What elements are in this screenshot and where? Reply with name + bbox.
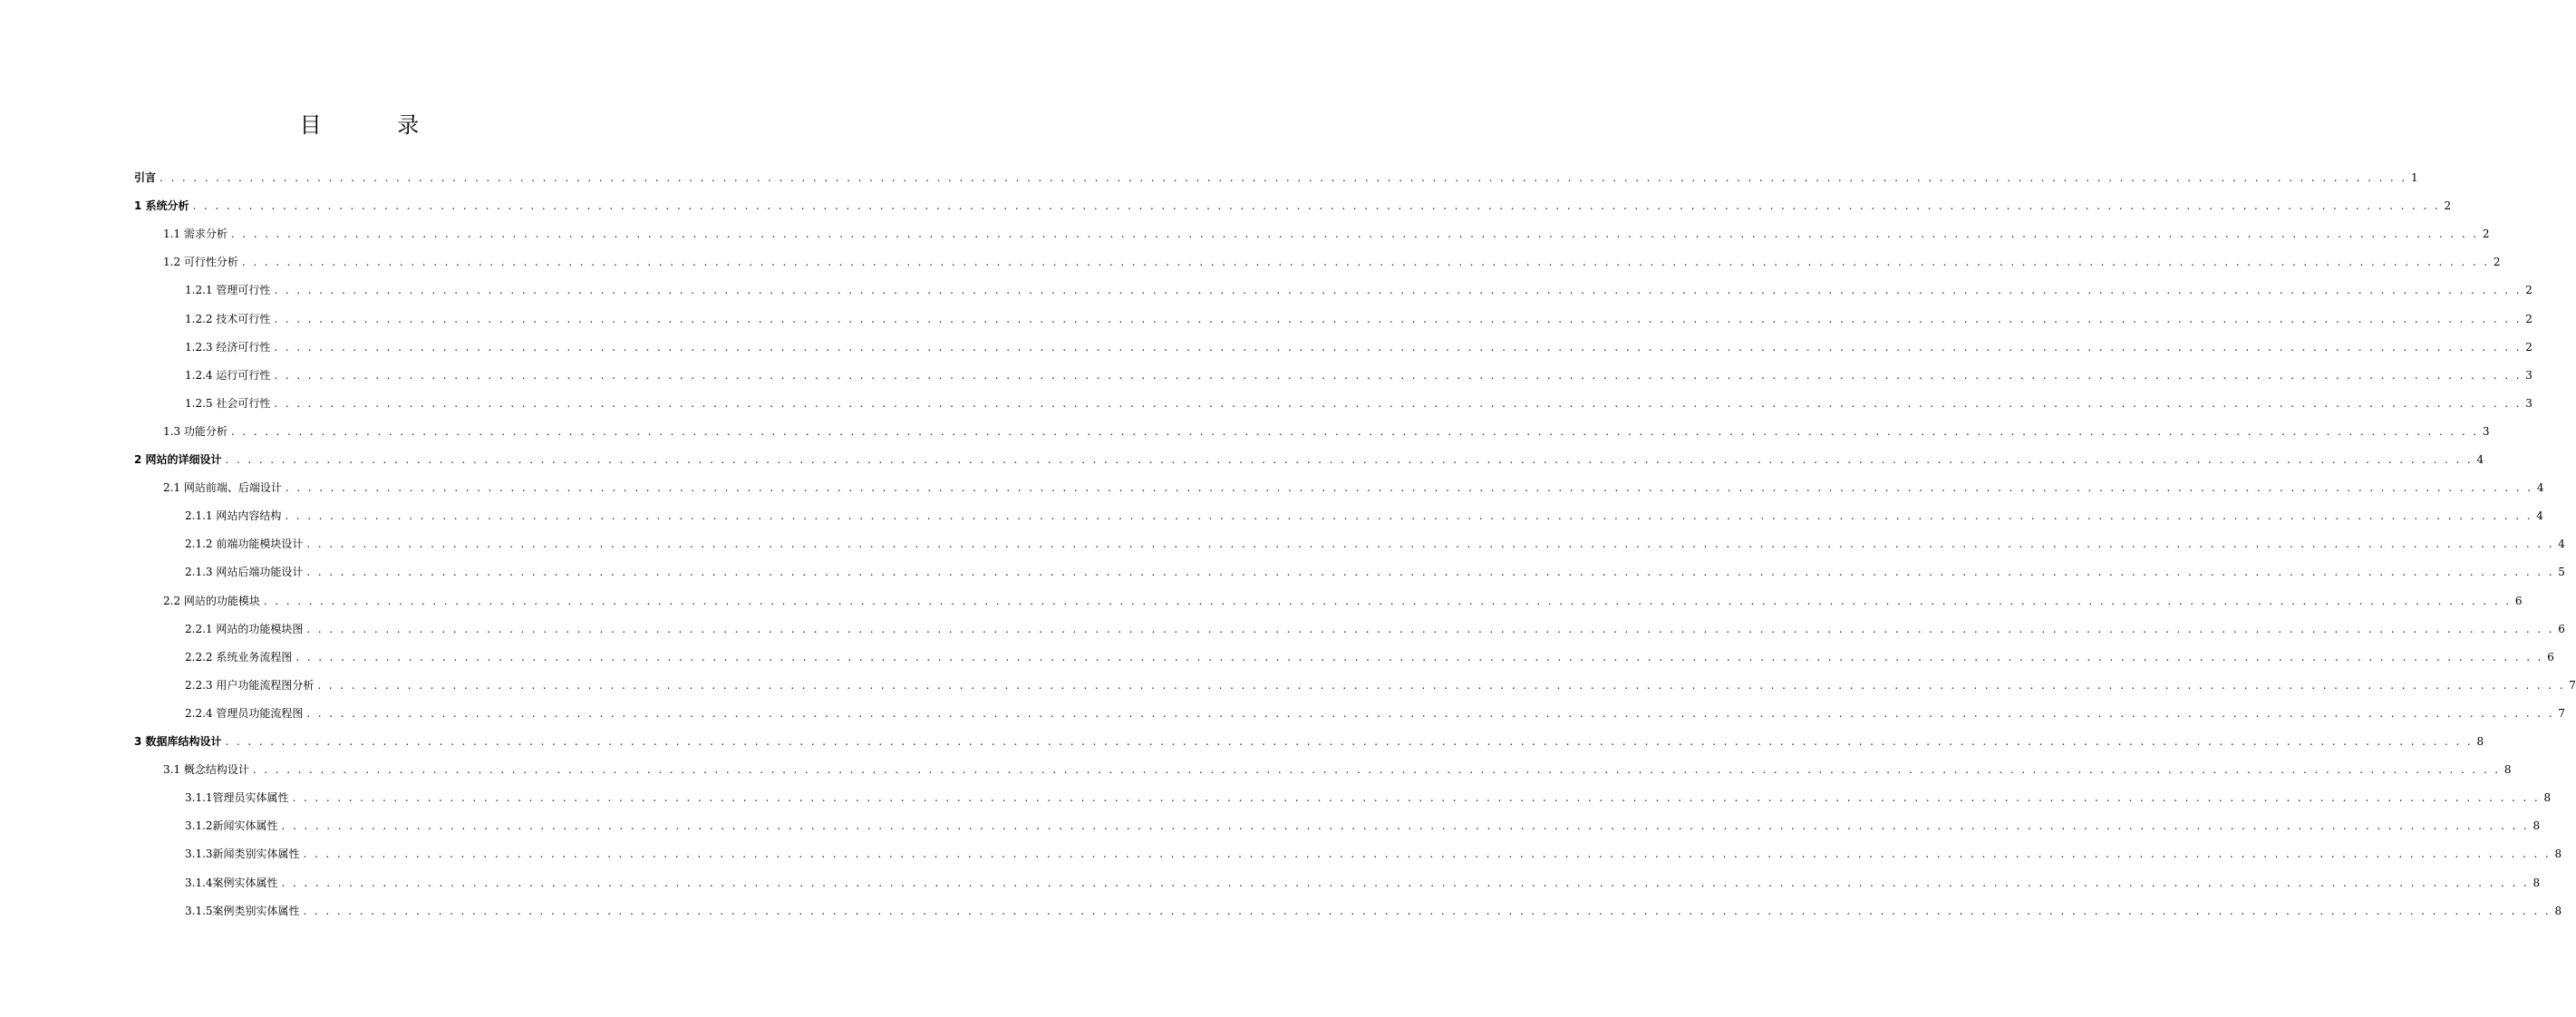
- toc-entry[interactable]: [163, 593, 2523, 609]
- toc-leader-dots: . . . . . . . . . . . . . . . . . . . . . . . . . . . . . . . . . . . . . . . . . . . . . . . . . . . . . . . . . . . . . . . . . . . . . . . . . . . . . . . . . . . . . . . . . . . . . . . . . . . . . . . . . . . . . . . . . . . . . . . . . . . . . . . . . . . . . . . . . . . . . . . . . . . . . . . . . . . . . . . . . . . . . . . . . . . . . . . . . . . . . . . . . . . . . . . . . . . . . . . .: [306, 622, 2554, 635]
- toc-entry-page: 3: [2482, 424, 2490, 438]
- toc-entry-page: 8: [2476, 735, 2484, 748]
- toc-entry-label: 3.1.1管理员实体属性: [185, 791, 289, 805]
- toc-leader-dots: . . . . . . . . . . . . . . . . . . . . . . . . . . . . . . . . . . . . . . . . . . . . . . . . . . . . . . . . . . . . . . . . . . . . . . . . . . . . . . . . . . . . . . . . . . . . . . . . . . . . . . . . . . . . . . . . . . . . . . . . . . . . . . . . . . . . . . . . . . . . . . . . . . . . . . . . . . . . . . . . . . . . . . . . . . . . . . . . . . . . . . . . . . . . . . . . . . . . . . . .: [225, 453, 2474, 466]
- toc-entry-page: 2: [2444, 199, 2452, 213]
- toc-entry-label: 1.2 可行性分析: [163, 256, 238, 269]
- toc-entry[interactable]: [134, 198, 2452, 214]
- toc-entry-page: 8: [2532, 819, 2541, 833]
- toc-entry-page: 8: [2554, 848, 2562, 861]
- toc-entry-label: 1.2.2 技术可行性: [185, 312, 271, 325]
- toc-entry-label: 1.1 需求分析: [163, 228, 228, 241]
- toc-entry[interactable]: [185, 818, 2541, 834]
- toc-leader-dots: . . . . . . . . . . . . . . . . . . . . . . . . . . . . . . . . . . . . . . . . . . . . . . . . . . . . . . . . . . . . . . . . . . . . . . . . . . . . . . . . . . . . . . . . . . . . . . . . . . . . . . . . . . . . . . . . . . . . . . . . . . . . . . . . . . . . . . . . . . . . . . . . . . . . . . . . . . . . . . . . . . . . . . . . . . . . . . . . . . . . . . . . . . . . . . . . . . . . . . . .: [274, 368, 2522, 382]
- toc-entry-label: 2.2.3 用户功能流程图分析: [185, 678, 315, 692]
- toc-entry-label: 1.2.1 管理可行性: [185, 284, 271, 297]
- toc-entry[interactable]: [185, 508, 2543, 524]
- toc-entry[interactable]: [163, 479, 2544, 496]
- toc-entry-label: 3.1.5案例类别实体属性: [185, 904, 300, 917]
- toc-leader-dots: . . . . . . . . . . . . . . . . . . . . . . . . . . . . . . . . . . . . . . . . . . . . . . . . . . . . . . . . . . . . . . . . . . . . . . . . . . . . . . . . . . . . . . . . . . . . . . . . . . . . . . . . . . . . . . . . . . . . . . . . . . . . . . . . . . . . . . . . . . . . . . . . . . . . . . . . . . . . . . . . . . . . . . . . . . . . . . . . . . . . . . . . . . . . . . . . . . . . . . . .: [317, 678, 2565, 692]
- toc-leader-dots: . . . . . . . . . . . . . . . . . . . . . . . . . . . . . . . . . . . . . . . . . . . . . . . . . . . . . . . . . . . . . . . . . . . . . . . . . . . . . . . . . . . . . . . . . . . . . . . . . . . . . . . . . . . . . . . . . . . . . . . . . . . . . . . . . . . . . . . . . . . . . . . . . . . . . . . . . . . . . . . . . . . . . . . . . . . . . . . . . . . . . . . . . . . . . . . . . . . . . . . .: [295, 650, 2543, 663]
- toc-leader-dots: . . . . . . . . . . . . . . . . . . . . . . . . . . . . . . . . . . . . . . . . . . . . . . . . . . . . . . . . . . . . . . . . . . . . . . . . . . . . . . . . . . . . . . . . . . . . . . . . . . . . . . . . . . . . . . . . . . . . . . . . . . . . . . . . . . . . . . . . . . . . . . . . . . . . . . . . . . . . . . . . . . . . . . . . . . . . . . . . . . . . . . . . . . . . . . . . . . . . . . . .: [285, 481, 2533, 495]
- toc-entry[interactable]: [185, 649, 2554, 665]
- toc-leader-dots: . . . . . . . . . . . . . . . . . . . . . . . . . . . . . . . . . . . . . . . . . . . . . . . . . . . . . . . . . . . . . . . . . . . . . . . . . . . . . . . . . . . . . . . . . . . . . . . . . . . . . . . . . . . . . . . . . . . . . . . . . . . . . . . . . . . . . . . . . . . . . . . . . . . . . . . . . . . . . . . . . . . . . . . . . . . . . . . . . . . . . . . . . . . . . . . . . . . . . . . .: [292, 791, 2541, 805]
- toc-entry-label: 2 网站的详细设计: [134, 453, 222, 466]
- toc-entry-label: 3 数据库结构设计: [134, 735, 222, 748]
- toc-leader-dots: . . . . . . . . . . . . . . . . . . . . . . . . . . . . . . . . . . . . . . . . . . . . . . . . . . . . . . . . . . . . . . . . . . . . . . . . . . . . . . . . . . . . . . . . . . . . . . . . . . . . . . . . . . . . . . . . . . . . . . . . . . . . . . . . . . . . . . . . . . . . . . . . . . . . . . . . . . . . . . . . . . . . . . . . . . . . . . . . . . . . . . . . . . . . . . . . . . . . . . . .: [274, 312, 2522, 325]
- toc-leader-dots: . . . . . . . . . . . . . . . . . . . . . . . . . . . . . . . . . . . . . . . . . . . . . . . . . . . . . . . . . . . . . . . . . . . . . . . . . . . . . . . . . . . . . . . . . . . . . . . . . . . . . . . . . . . . . . . . . . . . . . . . . . . . . . . . . . . . . . . . . . . . . . . . . . . . . . . . . . . . . . . . . . . . . . . . . . . . . . . . . . . . . . . . . . . . . . . . . . . . . . . .: [252, 763, 2501, 777]
- toc-entry[interactable]: [185, 395, 2532, 412]
- toc-entry-page: 1: [2410, 171, 2418, 184]
- toc-entry[interactable]: [185, 846, 2562, 862]
- toc-entry-page: 7: [2569, 678, 2576, 692]
- toc-entry[interactable]: [185, 282, 2532, 298]
- toc-entry[interactable]: [185, 677, 2576, 693]
- toc-leader-dots: . . . . . . . . . . . . . . . . . . . . . . . . . . . . . . . . . . . . . . . . . . . . . . . . . . . . . . . . . . . . . . . . . . . . . . . . . . . . . . . . . . . . . . . . . . . . . . . . . . . . . . . . . . . . . . . . . . . . . . . . . . . . . . . . . . . . . . . . . . . . . . . . . . . . . . . . . . . . . . . . . . . . . . . . . . . . . . . . . . . . . . . . . . . . . . . . . . . . . . . .: [230, 228, 2479, 241]
- toc-entry[interactable]: [134, 451, 2484, 468]
- toc-entry[interactable]: [185, 903, 2562, 919]
- toc-entry-page: 2: [2525, 312, 2532, 325]
- toc-entry-page: 6: [2558, 622, 2565, 635]
- toc-entry-label: 1.2.5 社会可行性: [185, 396, 271, 410]
- toc-entry-label: 1.3 功能分析: [163, 424, 228, 438]
- toc-leader-dots: . . . . . . . . . . . . . . . . . . . . . . . . . . . . . . . . . . . . . . . . . . . . . . . . . . . . . . . . . . . . . . . . . . . . . . . . . . . . . . . . . . . . . . . . . . . . . . . . . . . . . . . . . . . . . . . . . . . . . . . . . . . . . . . . . . . . . . . . . . . . . . . . . . . . . . . . . . . . . . . . . . . . . . . . . . . . . . . . . . . . . . . . . . . . . . . . . . . . . . . .: [241, 256, 2490, 269]
- toc-leader-dots: . . . . . . . . . . . . . . . . . . . . . . . . . . . . . . . . . . . . . . . . . . . . . . . . . . . . . . . . . . . . . . . . . . . . . . . . . . . . . . . . . . . . . . . . . . . . . . . . . . . . . . . . . . . . . . . . . . . . . . . . . . . . . . . . . . . . . . . . . . . . . . . . . . . . . . . . . . . . . . . . . . . . . . . . . . . . . . . . . . . . . . . . . . . . . . . . . . . . . . . .: [274, 340, 2522, 354]
- toc-entry-label: 2.2.4 管理员功能流程图: [185, 706, 304, 720]
- toc-entry-page: 8: [2503, 763, 2512, 777]
- toc-entry-label: 2.2.2 系统业务流程图: [185, 650, 293, 663]
- toc-entry[interactable]: [185, 311, 2532, 327]
- toc-entry-page: 2: [2482, 228, 2490, 241]
- toc-leader-dots: . . . . . . . . . . . . . . . . . . . . . . . . . . . . . . . . . . . . . . . . . . . . . . . . . . . . . . . . . . . . . . . . . . . . . . . . . . . . . . . . . . . . . . . . . . . . . . . . . . . . . . . . . . . . . . . . . . . . . . . . . . . . . . . . . . . . . . . . . . . . . . . . . . . . . . . . . . . . . . . . . . . . . . . . . . . . . . . . . . . . . . . . . . . . . . . . . . . . . . . .: [306, 566, 2554, 579]
- toc-entry[interactable]: [134, 733, 2484, 750]
- toc-entry-page: 4: [2536, 509, 2543, 523]
- toc-leader-dots: . . . . . . . . . . . . . . . . . . . . . . . . . . . . . . . . . . . . . . . . . . . . . . . . . . . . . . . . . . . . . . . . . . . . . . . . . . . . . . . . . . . . . . . . . . . . . . . . . . . . . . . . . . . . . . . . . . . . . . . . . . . . . . . . . . . . . . . . . . . . . . . . . . . . . . . . . . . . . . . . . . . . . . . . . . . . . . . . . . . . . . . . . . . . . . . . . . . . . . . .: [306, 538, 2554, 551]
- toc-entry[interactable]: [185, 875, 2541, 891]
- toc-entry-label: 2.2 网站的功能模块: [163, 594, 260, 607]
- toc-leader-dots: . . . . . . . . . . . . . . . . . . . . . . . . . . . . . . . . . . . . . . . . . . . . . . . . . . . . . . . . . . . . . . . . . . . . . . . . . . . . . . . . . . . . . . . . . . . . . . . . . . . . . . . . . . . . . . . . . . . . . . . . . . . . . . . . . . . . . . . . . . . . . . . . . . . . . . . . . . . . . . . . . . . . . . . . . . . . . . . . . . . . . . . . . . . . . . . . . . . . . . . .: [263, 594, 2512, 607]
- toc-entry-label: 3.1.4案例实体属性: [185, 876, 278, 889]
- toc-entry[interactable]: [163, 761, 2512, 778]
- toc-entry[interactable]: [185, 789, 2552, 806]
- toc-entry-page: 8: [2554, 904, 2562, 917]
- toc-entry-label: 1.2.4 运行可行性: [185, 368, 271, 382]
- toc-leader-dots: . . . . . . . . . . . . . . . . . . . . . . . . . . . . . . . . . . . . . . . . . . . . . . . . . . . . . . . . . . . . . . . . . . . . . . . . . . . . . . . . . . . . . . . . . . . . . . . . . . . . . . . . . . . . . . . . . . . . . . . . . . . . . . . . . . . . . . . . . . . . . . . . . . . . . . . . . . . . . . . . . . . . . . . . . . . . . . . . . . . . . . . . . . . . . . . . . . . . . . . .: [225, 735, 2474, 748]
- toc-entry-page: 4: [2476, 453, 2484, 466]
- toc-entry-page: 6: [2514, 594, 2523, 607]
- toc-entry[interactable]: [185, 564, 2565, 580]
- toc-entry-label: 1 系统分析: [134, 199, 189, 213]
- toc-leader-dots: . . . . . . . . . . . . . . . . . . . . . . . . . . . . . . . . . . . . . . . . . . . . . . . . . . . . . . . . . . . . . . . . . . . . . . . . . . . . . . . . . . . . . . . . . . . . . . . . . . . . . . . . . . . . . . . . . . . . . . . . . . . . . . . . . . . . . . . . . . . . . . . . . . . . . . . . . . . . . . . . . . . . . . . . . . . . . . . . . . . . . . . . . . . . . . . . . . . . . . . .: [160, 171, 2407, 184]
- toc-leader-dots: . . . . . . . . . . . . . . . . . . . . . . . . . . . . . . . . . . . . . . . . . . . . . . . . . . . . . . . . . . . . . . . . . . . . . . . . . . . . . . . . . . . . . . . . . . . . . . . . . . . . . . . . . . . . . . . . . . . . . . . . . . . . . . . . . . . . . . . . . . . . . . . . . . . . . . . . . . . . . . . . . . . . . . . . . . . . . . . . . . . . . . . . . . . . . . . . . . . . . . . .: [303, 904, 2552, 917]
- toc-entry[interactable]: [185, 621, 2565, 637]
- toc-entry-label: 2.1.3 网站后端功能设计: [185, 566, 304, 579]
- toc-entry-label: 3.1.3新闻类别实体属性: [185, 848, 300, 861]
- toc-entry-label: 1.2.3 经济可行性: [185, 340, 271, 354]
- toc-entry-page: 2: [2525, 284, 2532, 297]
- toc-entry-page: 2: [2525, 340, 2532, 354]
- toc-title: 目 录: [299, 112, 454, 138]
- toc-entry-label: 2.2.1 网站的功能模块图: [185, 622, 304, 635]
- toc-entry-page: 4: [2558, 538, 2565, 551]
- toc-entry[interactable]: [163, 226, 2490, 242]
- toc-leader-dots: . . . . . . . . . . . . . . . . . . . . . . . . . . . . . . . . . . . . . . . . . . . . . . . . . . . . . . . . . . . . . . . . . . . . . . . . . . . . . . . . . . . . . . . . . . . . . . . . . . . . . . . . . . . . . . . . . . . . . . . . . . . . . . . . . . . . . . . . . . . . . . . . . . . . . . . . . . . . . . . . . . . . . . . . . . . . . . . . . . . . . . . . . . . . . . . . . . . . . . . .: [281, 876, 2530, 889]
- toc-entry[interactable]: [185, 367, 2532, 383]
- toc-entry-label: 3.1.2新闻实体属性: [185, 819, 278, 833]
- toc-entry-label: 3.1 概念结构设计: [163, 763, 249, 777]
- toc-entry-page: 2: [2493, 256, 2501, 269]
- toc-leader-dots: . . . . . . . . . . . . . . . . . . . . . . . . . . . . . . . . . . . . . . . . . . . . . . . . . . . . . . . . . . . . . . . . . . . . . . . . . . . . . . . . . . . . . . . . . . . . . . . . . . . . . . . . . . . . . . . . . . . . . . . . . . . . . . . . . . . . . . . . . . . . . . . . . . . . . . . . . . . . . . . . . . . . . . . . . . . . . . . . . . . . . . . . . . . . . . . . . . . . . . . .: [285, 509, 2532, 523]
- toc-entry-page: 7: [2558, 706, 2565, 720]
- toc-entry[interactable]: [185, 339, 2532, 355]
- toc-leader-dots: . . . . . . . . . . . . . . . . . . . . . . . . . . . . . . . . . . . . . . . . . . . . . . . . . . . . . . . . . . . . . . . . . . . . . . . . . . . . . . . . . . . . . . . . . . . . . . . . . . . . . . . . . . . . . . . . . . . . . . . . . . . . . . . . . . . . . . . . . . . . . . . . . . . . . . . . . . . . . . . . . . . . . . . . . . . . . . . . . . . . . . . . . . . . . . . . . . . . . . . .: [306, 706, 2554, 720]
- toc-leader-dots: . . . . . . . . . . . . . . . . . . . . . . . . . . . . . . . . . . . . . . . . . . . . . . . . . . . . . . . . . . . . . . . . . . . . . . . . . . . . . . . . . . . . . . . . . . . . . . . . . . . . . . . . . . . . . . . . . . . . . . . . . . . . . . . . . . . . . . . . . . . . . . . . . . . . . . . . . . . . . . . . . . . . . . . . . . . . . . . . . . . . . . . . . . . . . . . . . . . . . . . .: [192, 199, 2441, 213]
- toc-entry[interactable]: [134, 170, 2418, 186]
- toc-entry-page: 4: [2536, 481, 2544, 495]
- toc-leader-dots: . . . . . . . . . . . . . . . . . . . . . . . . . . . . . . . . . . . . . . . . . . . . . . . . . . . . . . . . . . . . . . . . . . . . . . . . . . . . . . . . . . . . . . . . . . . . . . . . . . . . . . . . . . . . . . . . . . . . . . . . . . . . . . . . . . . . . . . . . . . . . . . . . . . . . . . . . . . . . . . . . . . . . . . . . . . . . . . . . . . . . . . . . . . . . . . . . . . . . . . .: [230, 424, 2479, 438]
- toc-leader-dots: . . . . . . . . . . . . . . . . . . . . . . . . . . . . . . . . . . . . . . . . . . . . . . . . . . . . . . . . . . . . . . . . . . . . . . . . . . . . . . . . . . . . . . . . . . . . . . . . . . . . . . . . . . . . . . . . . . . . . . . . . . . . . . . . . . . . . . . . . . . . . . . . . . . . . . . . . . . . . . . . . . . . . . . . . . . . . . . . . . . . . . . . . . . . . . . . . . . . . . . .: [274, 396, 2522, 410]
- toc-entry-page: 6: [2547, 650, 2554, 663]
- toc-entry-label: 引言: [134, 171, 157, 184]
- toc-entry-label: 2.1 网站前端、后端设计: [163, 481, 282, 495]
- toc-entry[interactable]: [163, 254, 2501, 270]
- toc-entry[interactable]: [185, 705, 2565, 722]
- toc-entry-label: 2.1.1 网站内容结构: [185, 509, 282, 523]
- toc-leader-dots: . . . . . . . . . . . . . . . . . . . . . . . . . . . . . . . . . . . . . . . . . . . . . . . . . . . . . . . . . . . . . . . . . . . . . . . . . . . . . . . . . . . . . . . . . . . . . . . . . . . . . . . . . . . . . . . . . . . . . . . . . . . . . . . . . . . . . . . . . . . . . . . . . . . . . . . . . . . . . . . . . . . . . . . . . . . . . . . . . . . . . . . . . . . . . . . . . . . . . . . .: [303, 848, 2552, 861]
- toc-entry[interactable]: [163, 423, 2490, 440]
- toc-entry-page: 8: [2543, 791, 2552, 805]
- toc-entry-label: 2.1.2 前端功能模块设计: [185, 538, 304, 551]
- toc-leader-dots: . . . . . . . . . . . . . . . . . . . . . . . . . . . . . . . . . . . . . . . . . . . . . . . . . . . . . . . . . . . . . . . . . . . . . . . . . . . . . . . . . . . . . . . . . . . . . . . . . . . . . . . . . . . . . . . . . . . . . . . . . . . . . . . . . . . . . . . . . . . . . . . . . . . . . . . . . . . . . . . . . . . . . . . . . . . . . . . . . . . . . . . . . . . . . . . . . . . . . . . .: [274, 284, 2522, 297]
- toc-entry-page: 8: [2532, 876, 2541, 889]
- toc-entry-page: 3: [2525, 396, 2532, 410]
- table-of-contents: [0, 163, 2576, 934]
- toc-entry-page: 3: [2525, 368, 2532, 382]
- toc-leader-dots: . . . . . . . . . . . . . . . . . . . . . . . . . . . . . . . . . . . . . . . . . . . . . . . . . . . . . . . . . . . . . . . . . . . . . . . . . . . . . . . . . . . . . . . . . . . . . . . . . . . . . . . . . . . . . . . . . . . . . . . . . . . . . . . . . . . . . . . . . . . . . . . . . . . . . . . . . . . . . . . . . . . . . . . . . . . . . . . . . . . . . . . . . . . . . . . . . . . . . . . .: [281, 819, 2530, 833]
- toc-entry[interactable]: [185, 536, 2565, 552]
- toc-entry-page: 5: [2558, 566, 2565, 579]
